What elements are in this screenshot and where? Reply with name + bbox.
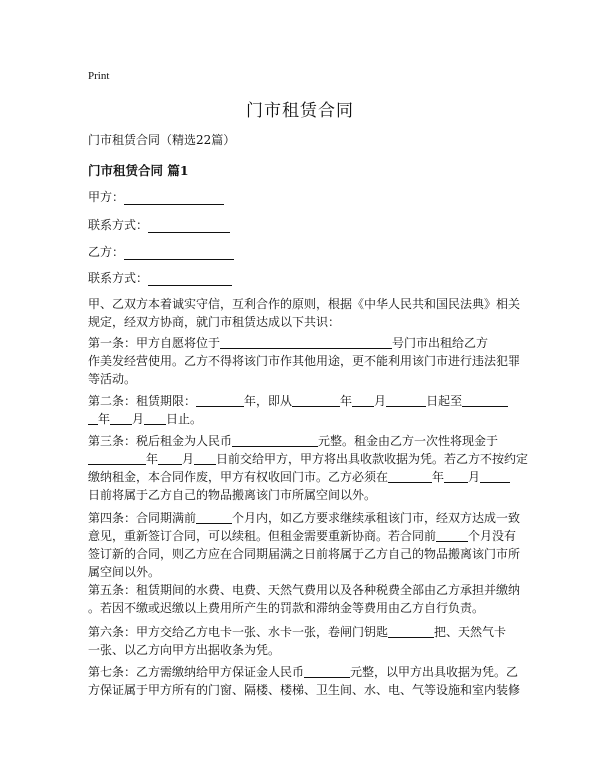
clause-2 — [88, 392, 514, 428]
clause-3-text: 第三条：税后租金为人民币 — [88, 434, 233, 448]
rent-amount-blank — [232, 434, 318, 447]
intro-line: 规定，经双方协商，就门市租赁达成以下共识： — [88, 315, 341, 329]
document-subtitle: 门市租赁合同（精选22篇） — [88, 133, 236, 147]
party-a-field — [88, 188, 224, 205]
start-year-blank — [292, 394, 340, 407]
clause-3-text: 月 — [182, 452, 195, 466]
clause-1-text: 等活动。 — [88, 372, 137, 386]
contact-a-field — [88, 216, 230, 233]
clause-3 — [88, 432, 529, 504]
deposit-amount-blank — [304, 665, 350, 678]
clause-7 — [88, 663, 521, 699]
party-b-blank — [124, 247, 234, 260]
party-b-label: 乙方： — [88, 245, 125, 259]
renewal-months-blank — [196, 511, 232, 524]
clause-6-text: 第六条：甲方交给乙方电卡一张、水卡一张，卷闸门钥匙 — [88, 625, 389, 639]
clause-3-text: 日前将属于乙方自己的物品搬离该门市所属空间以外。 — [88, 488, 377, 502]
clause-3-text: 缴纳租金，本合同作废，甲方有权收回门市。乙方必须在 — [88, 470, 389, 484]
contact-b-label: 联系方式： — [88, 271, 149, 285]
party-a-blank — [124, 192, 224, 205]
clause-3-text: 月 — [468, 470, 481, 484]
clause-3-text: 元整。租金由乙方一次性将现金于 — [318, 434, 499, 448]
clause-1-text: 第一条：甲方自愿将位于 — [88, 336, 221, 350]
vacate-day-blank — [480, 470, 510, 483]
clause-1 — [88, 334, 521, 388]
clause-2-text: 日起至 — [426, 394, 463, 408]
section-heading: 门市租赁合同 篇1 — [88, 163, 189, 178]
end-year-blank-a — [462, 394, 508, 407]
clause-2-text: 日止。 — [166, 412, 203, 426]
clause-2-text: 年，即从 — [244, 394, 293, 408]
print-label[interactable]: Print — [88, 70, 110, 82]
pay-year-blank — [88, 452, 146, 465]
start-day-blank — [386, 394, 426, 407]
clause-7-text: 元整，以甲方出具收据为凭。乙 — [350, 665, 519, 679]
clause-5 — [88, 581, 521, 617]
contact-b-blank — [148, 273, 232, 286]
clause-7-text: 方保证属于甲方所有的门窗、隔楼、楼梯、卫生间、水、电、气等设施和室内装修 — [88, 683, 521, 697]
clause-3-text: 年 — [432, 470, 445, 484]
vacate-month-blank — [444, 470, 468, 483]
clause-4-text: 属空间以外。 — [88, 565, 161, 579]
clause-5-text: 。若因不缴或迟缴以上费用所产生的罚款和滞纳金等费用由乙方自行负责。 — [88, 601, 485, 615]
clause-2-text: 第二条：租赁期限： — [88, 394, 197, 408]
clause-4-text: 第四条：合同期满前 — [88, 511, 197, 525]
clause-3-text: 日前交给甲方，甲方将出具收款收据为凭。若乙方不按约定 — [216, 452, 529, 466]
clause-2-text: 年 — [98, 412, 111, 426]
pay-month-blank — [158, 452, 182, 465]
clause-2-text: 月 — [132, 412, 145, 426]
prior-months-blank — [436, 529, 468, 542]
start-month-blank — [352, 394, 374, 407]
end-month-blank — [110, 412, 132, 425]
end-day-blank — [144, 412, 166, 425]
intro-paragraph — [88, 295, 521, 331]
term-years-blank — [196, 394, 244, 407]
clause-5-text: 第五条：租赁期间的水费、电费、天然气费用以及各种税费全部由乙方承担并缴纳 — [88, 583, 521, 597]
clause-2-text: 月 — [374, 394, 387, 408]
clause-4-text: 个月没有 — [468, 529, 517, 543]
clause-7-text: 第七条：乙方需缴纳给甲方保证金人民币 — [88, 665, 305, 679]
key-count-blank — [388, 625, 434, 638]
vacate-year-blank — [388, 470, 432, 483]
clause-3-text: 年 — [146, 452, 159, 466]
contact-a-blank — [148, 220, 230, 233]
clause-6-text: 把、天然气卡 — [434, 625, 507, 639]
clause-1-text: 号门市出租给乙方 — [392, 336, 489, 350]
clause-2-text: 年 — [340, 394, 353, 408]
contact-a-label: 联系方式： — [88, 218, 149, 232]
clause-4-text: 意见，重新签订合同，可以续租。但租金需要重新协商。若合同前 — [88, 529, 437, 543]
pay-day-blank — [194, 452, 216, 465]
clause-4 — [88, 509, 521, 581]
party-a-label: 甲方： — [88, 190, 125, 204]
clause-4-text: 签订新的合同，则乙方应在合同期届满之日前将属于乙方自己的物品搬离该门市所 — [88, 547, 521, 561]
clause-6-text: 一张、以乙方向甲方出据收条为凭。 — [88, 643, 281, 657]
address-blank — [220, 336, 392, 349]
end-year-blank-b — [88, 412, 98, 425]
document-title: 门市租赁合同 — [246, 101, 354, 121]
party-b-field — [88, 243, 234, 260]
clause-1-text: 作美发经营使用。乙方不得将该门市作其他用途，更不能利用该门市进行违法犯罪 — [88, 354, 521, 368]
clause-6 — [88, 623, 514, 659]
contact-b-field — [88, 269, 232, 286]
clause-4-text: 个月内，如乙方要求继续承租该门市，经双方达成一致 — [232, 511, 521, 525]
intro-line: 甲、乙双方本着诚实守信，互利合作的原则，根据《中华人民共和国民法典》相关 — [88, 297, 521, 311]
